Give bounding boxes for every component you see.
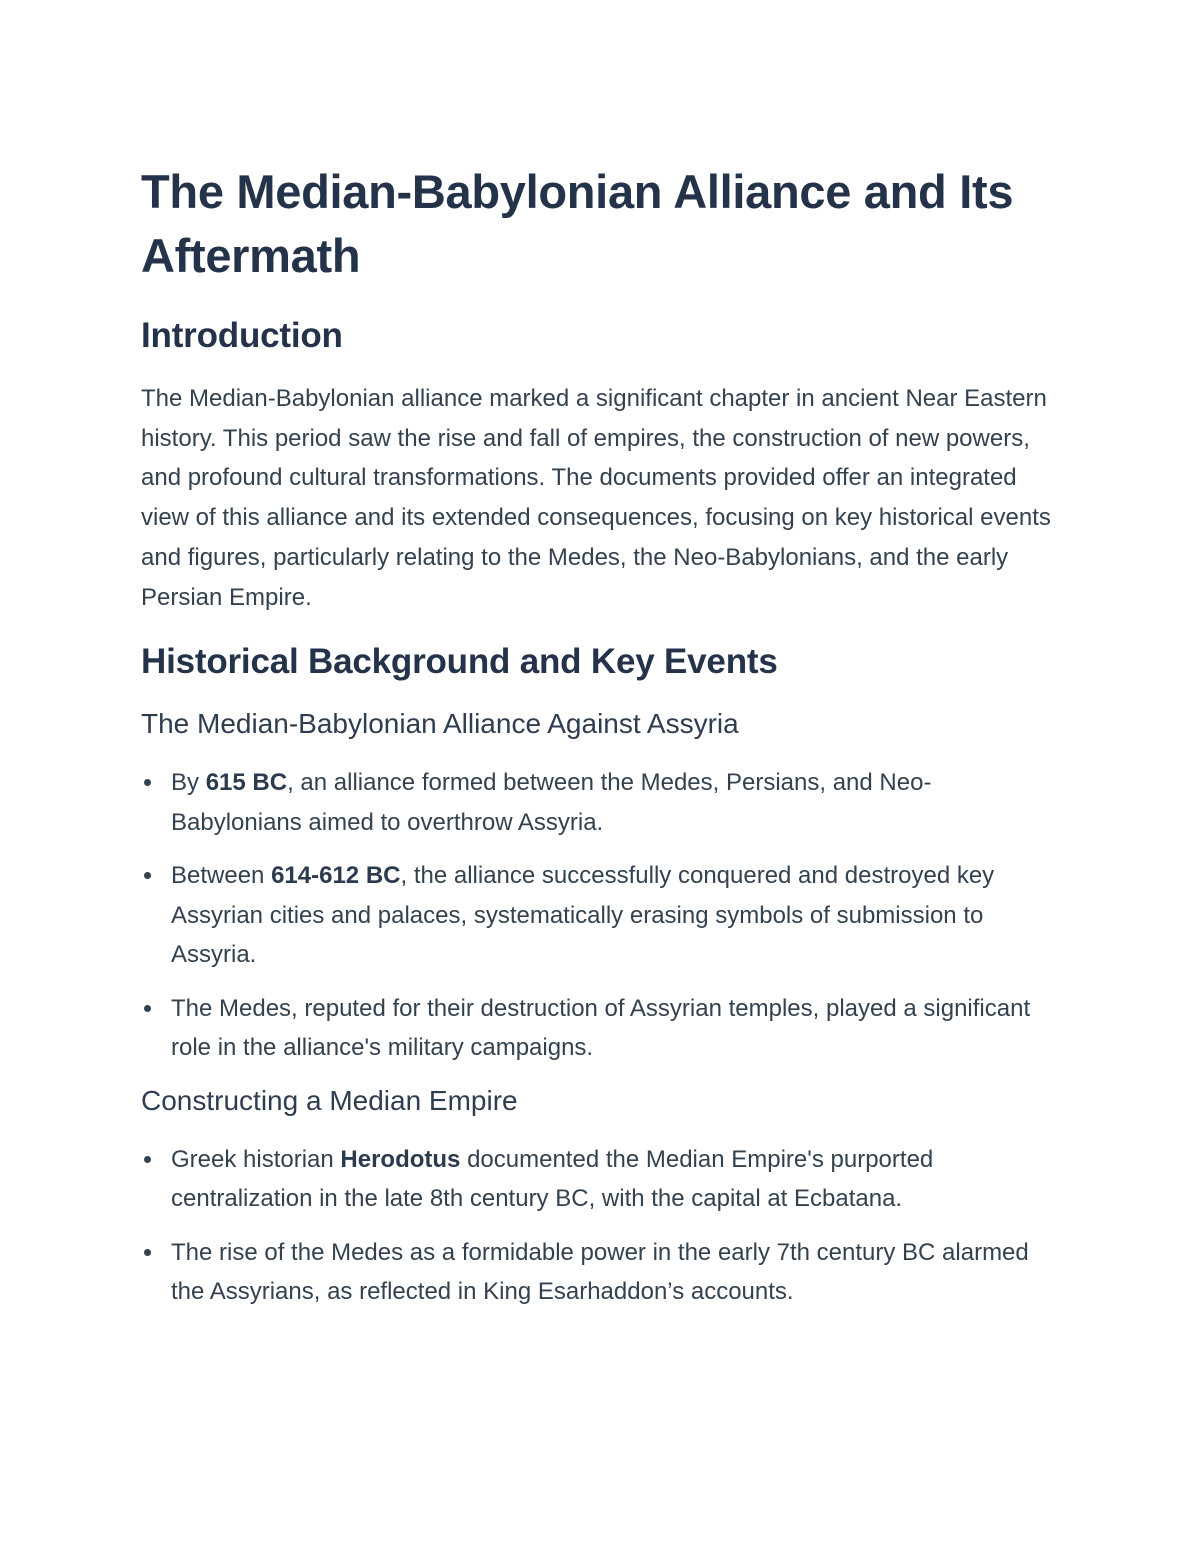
- bullet-dot: [144, 1156, 151, 1163]
- bullet-dot: [144, 1249, 151, 1256]
- list-item-text: The rise of the Medes as a formidable power in the early 7th century BC alarmed the Assyrians, as reflected in King Esarhaddon’s accounts.: [171, 1238, 1029, 1306]
- bullet-dot: [144, 872, 151, 879]
- bullet-dot: [144, 1005, 151, 1012]
- list-item-emphasis: 614-612 BC: [271, 862, 401, 890]
- list-item: [141, 1140, 1061, 1219]
- bullet-dot: [144, 779, 151, 786]
- list-item-text: The Medes, reputed for their destruction of Assyrian temples, played a significant role in the alliance's military campaigns.: [171, 994, 1031, 1062]
- list-item-text: , an alliance formed between the Medes, Persians, and Neo-Babylonians aimed to overthrow Assyria.: [171, 769, 932, 836]
- intro-paragraph: The Median-Babylonian alliance marked a significant chapter in ancient Near Eastern history. This period saw the rise and fall of empires, the construction of new powers, and profound cultural transformations. The documents provided offer an integrated view of this alliance and its extended consequences, focusing on key historical events and figures, particularly relating to the Medes, the Neo-Babylonians, and the early Persian Empire.: [141, 385, 1051, 611]
- document-title: The Median-Babylonian Alliance and Its Aftermath: [141, 165, 1014, 282]
- median-empire-bullet-list: [141, 1140, 1061, 1312]
- alliance-bullet-list: [141, 763, 1061, 1068]
- list-item-emphasis: 615 BC: [205, 769, 288, 797]
- list-item-text: , the alliance successfully conquered and destroyed key Assyrian cities and palaces, systematically erasing symbols of submission to Assyria.: [171, 862, 995, 969]
- list-item: [141, 989, 1061, 1068]
- list-item-text: By: [171, 769, 206, 797]
- list-item: [141, 1233, 1061, 1312]
- list-item-text: documented the Median Empire's purported centralization in the late 8th century BC, with the capital at Ecbatana.: [171, 1145, 934, 1213]
- subsection-heading-median-empire: Constructing a Median Empire: [141, 1084, 518, 1116]
- document-page: [141, 160, 1061, 1312]
- list-item: [141, 856, 1061, 975]
- list-item: [141, 763, 1061, 842]
- list-item-text: Greek historian: [171, 1145, 341, 1173]
- section-heading-introduction: Introduction: [141, 316, 343, 355]
- section-heading-background: Historical Background and Key Events: [141, 642, 778, 682]
- list-item-emphasis: Herodotus: [340, 1145, 461, 1173]
- subsection-heading-alliance: The Median-Babylonian Alliance Against Assyria: [141, 708, 739, 740]
- list-item-text: Between: [171, 862, 272, 890]
